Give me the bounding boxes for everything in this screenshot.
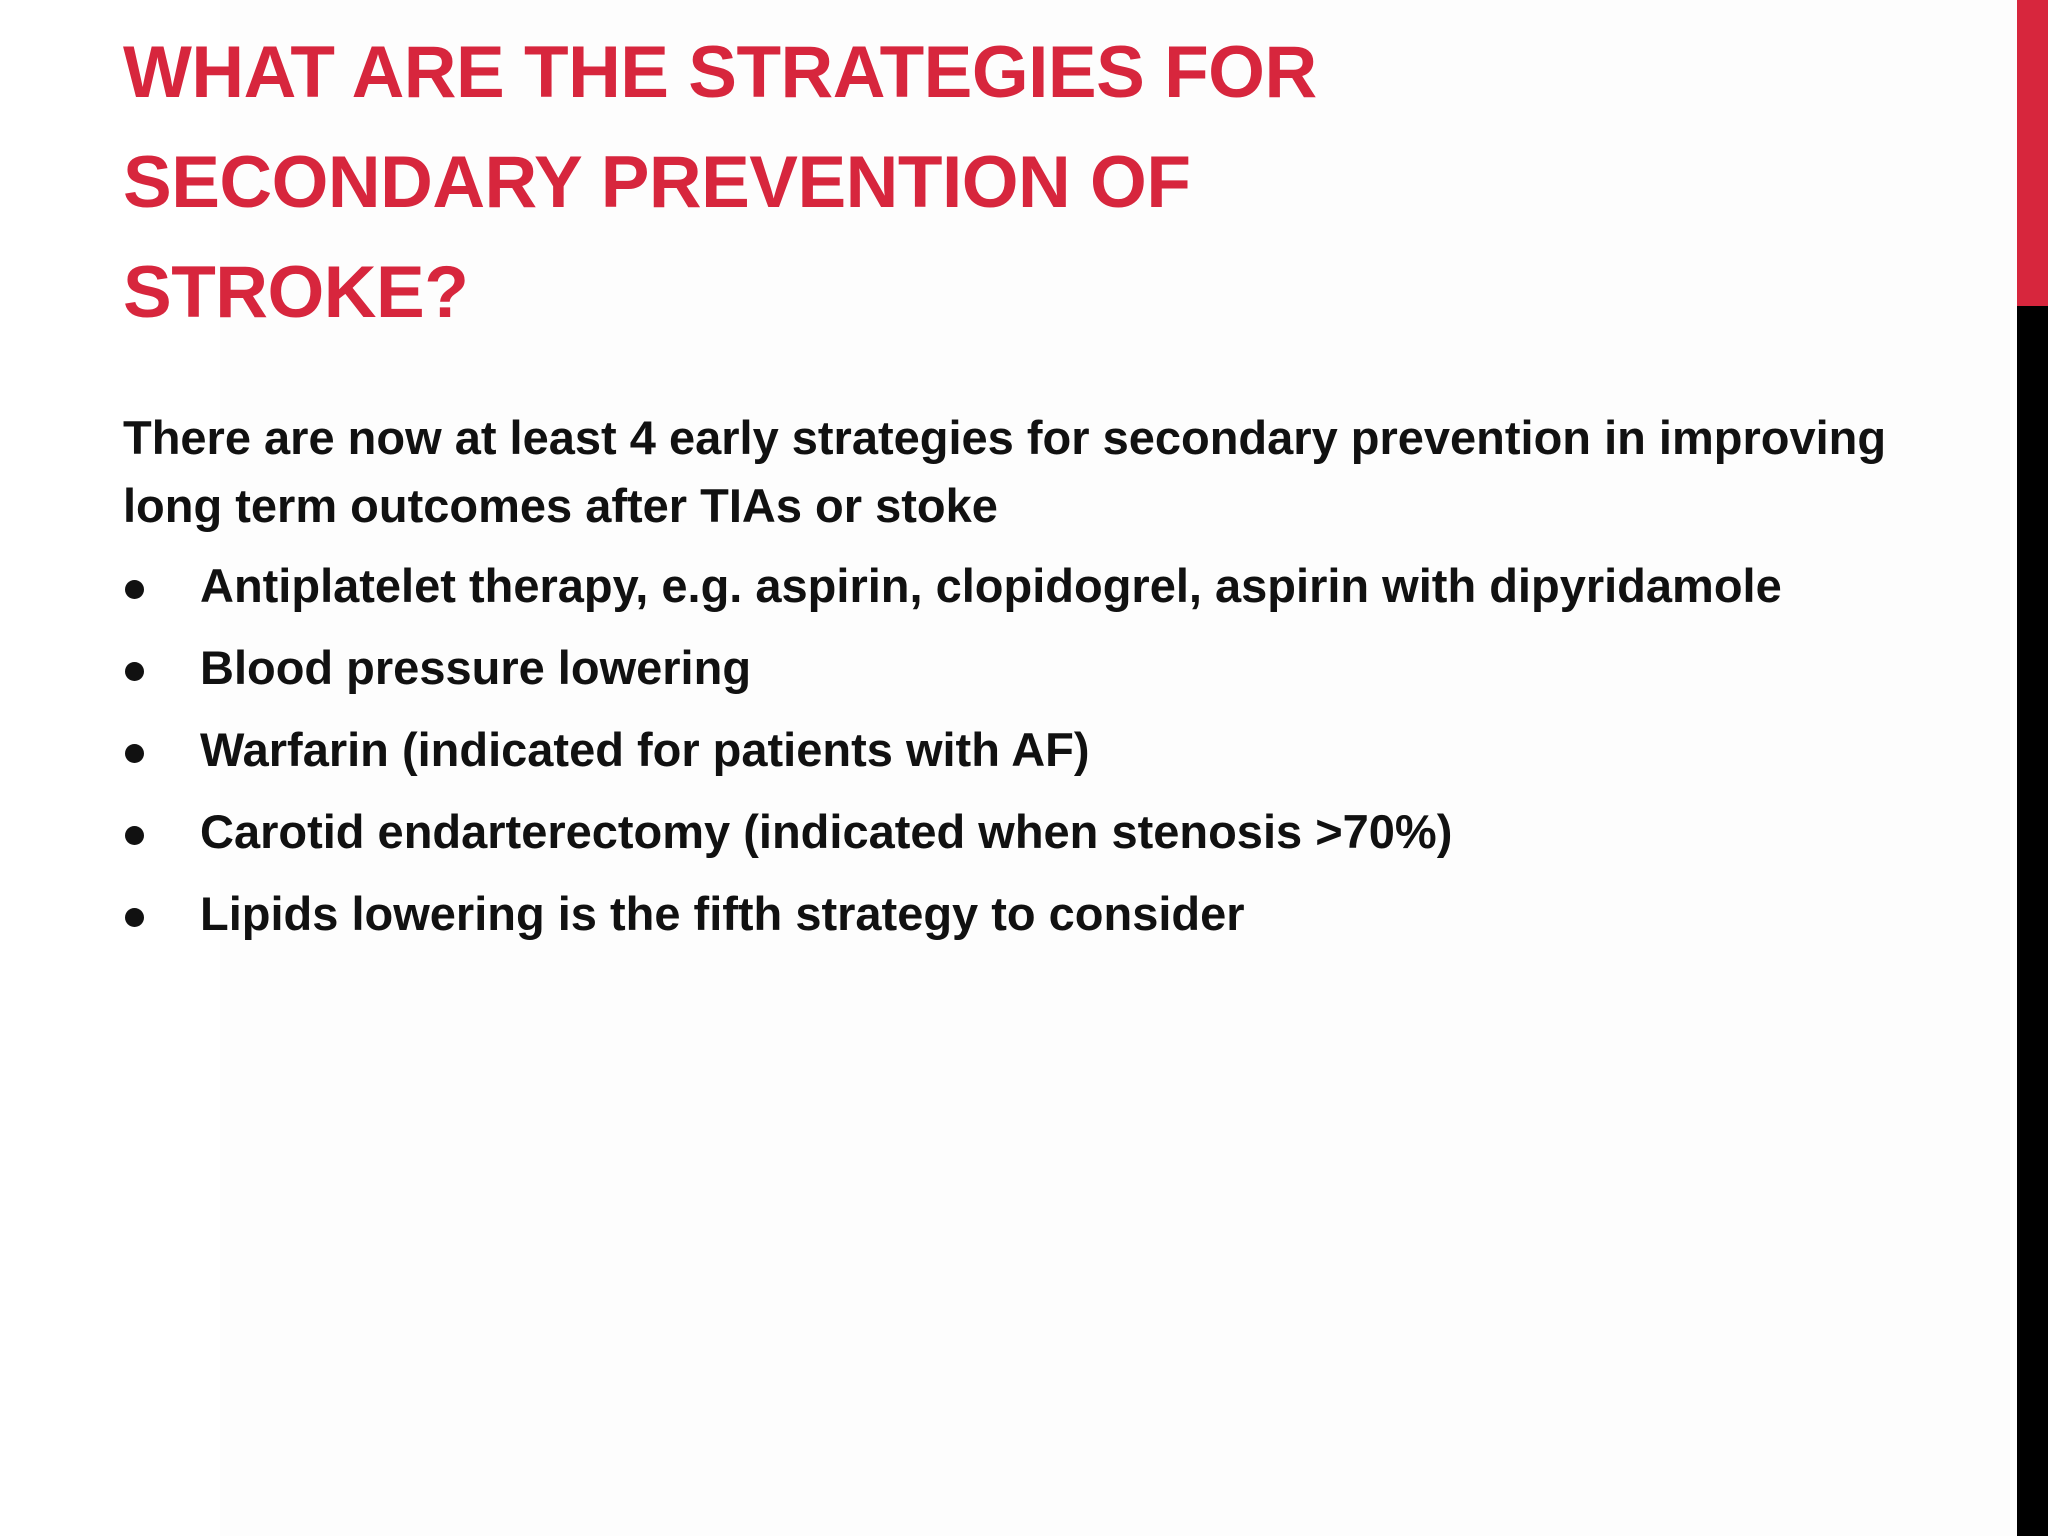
bullet-text: Lipids lowering is the fifth strategy to consider <box>200 887 1245 940</box>
bullet-icon <box>125 744 144 763</box>
slide-title <box>123 18 1423 348</box>
bullet-icon <box>125 908 144 927</box>
strategy-list <box>123 552 1983 948</box>
accent-bar-red <box>2017 0 2048 306</box>
bullet-text: Warfarin (indicated for patients with AF) <box>200 723 1090 776</box>
list-item <box>123 552 1983 620</box>
title-line-3: STROKE? <box>123 252 469 333</box>
list-item <box>123 634 1983 702</box>
list-item <box>123 798 1983 866</box>
bullet-text: Blood pressure lowering <box>200 641 752 694</box>
intro-paragraph: There are now at least 4 early strategies for secondary prevention in improving long term outcomes after TIAs or stoke <box>123 411 1887 532</box>
slide-body <box>123 404 1983 962</box>
bullet-icon <box>125 662 144 681</box>
list-item <box>123 880 1983 948</box>
bullet-text: Carotid endarterectomy (indicated when stenosis >70%) <box>200 805 1453 858</box>
title-line-2: SECONDARY PREVENTION OF <box>123 142 1191 223</box>
accent-bar-black <box>2017 306 2048 1536</box>
bullet-text: Antiplatelet therapy, e.g. aspirin, clopidogrel, aspirin with dipyridamole <box>200 559 1782 612</box>
list-item <box>123 716 1983 784</box>
bullet-icon <box>125 826 144 845</box>
bullet-icon <box>125 580 144 599</box>
title-line-1: WHAT ARE THE STRATEGIES FOR <box>123 32 1317 113</box>
